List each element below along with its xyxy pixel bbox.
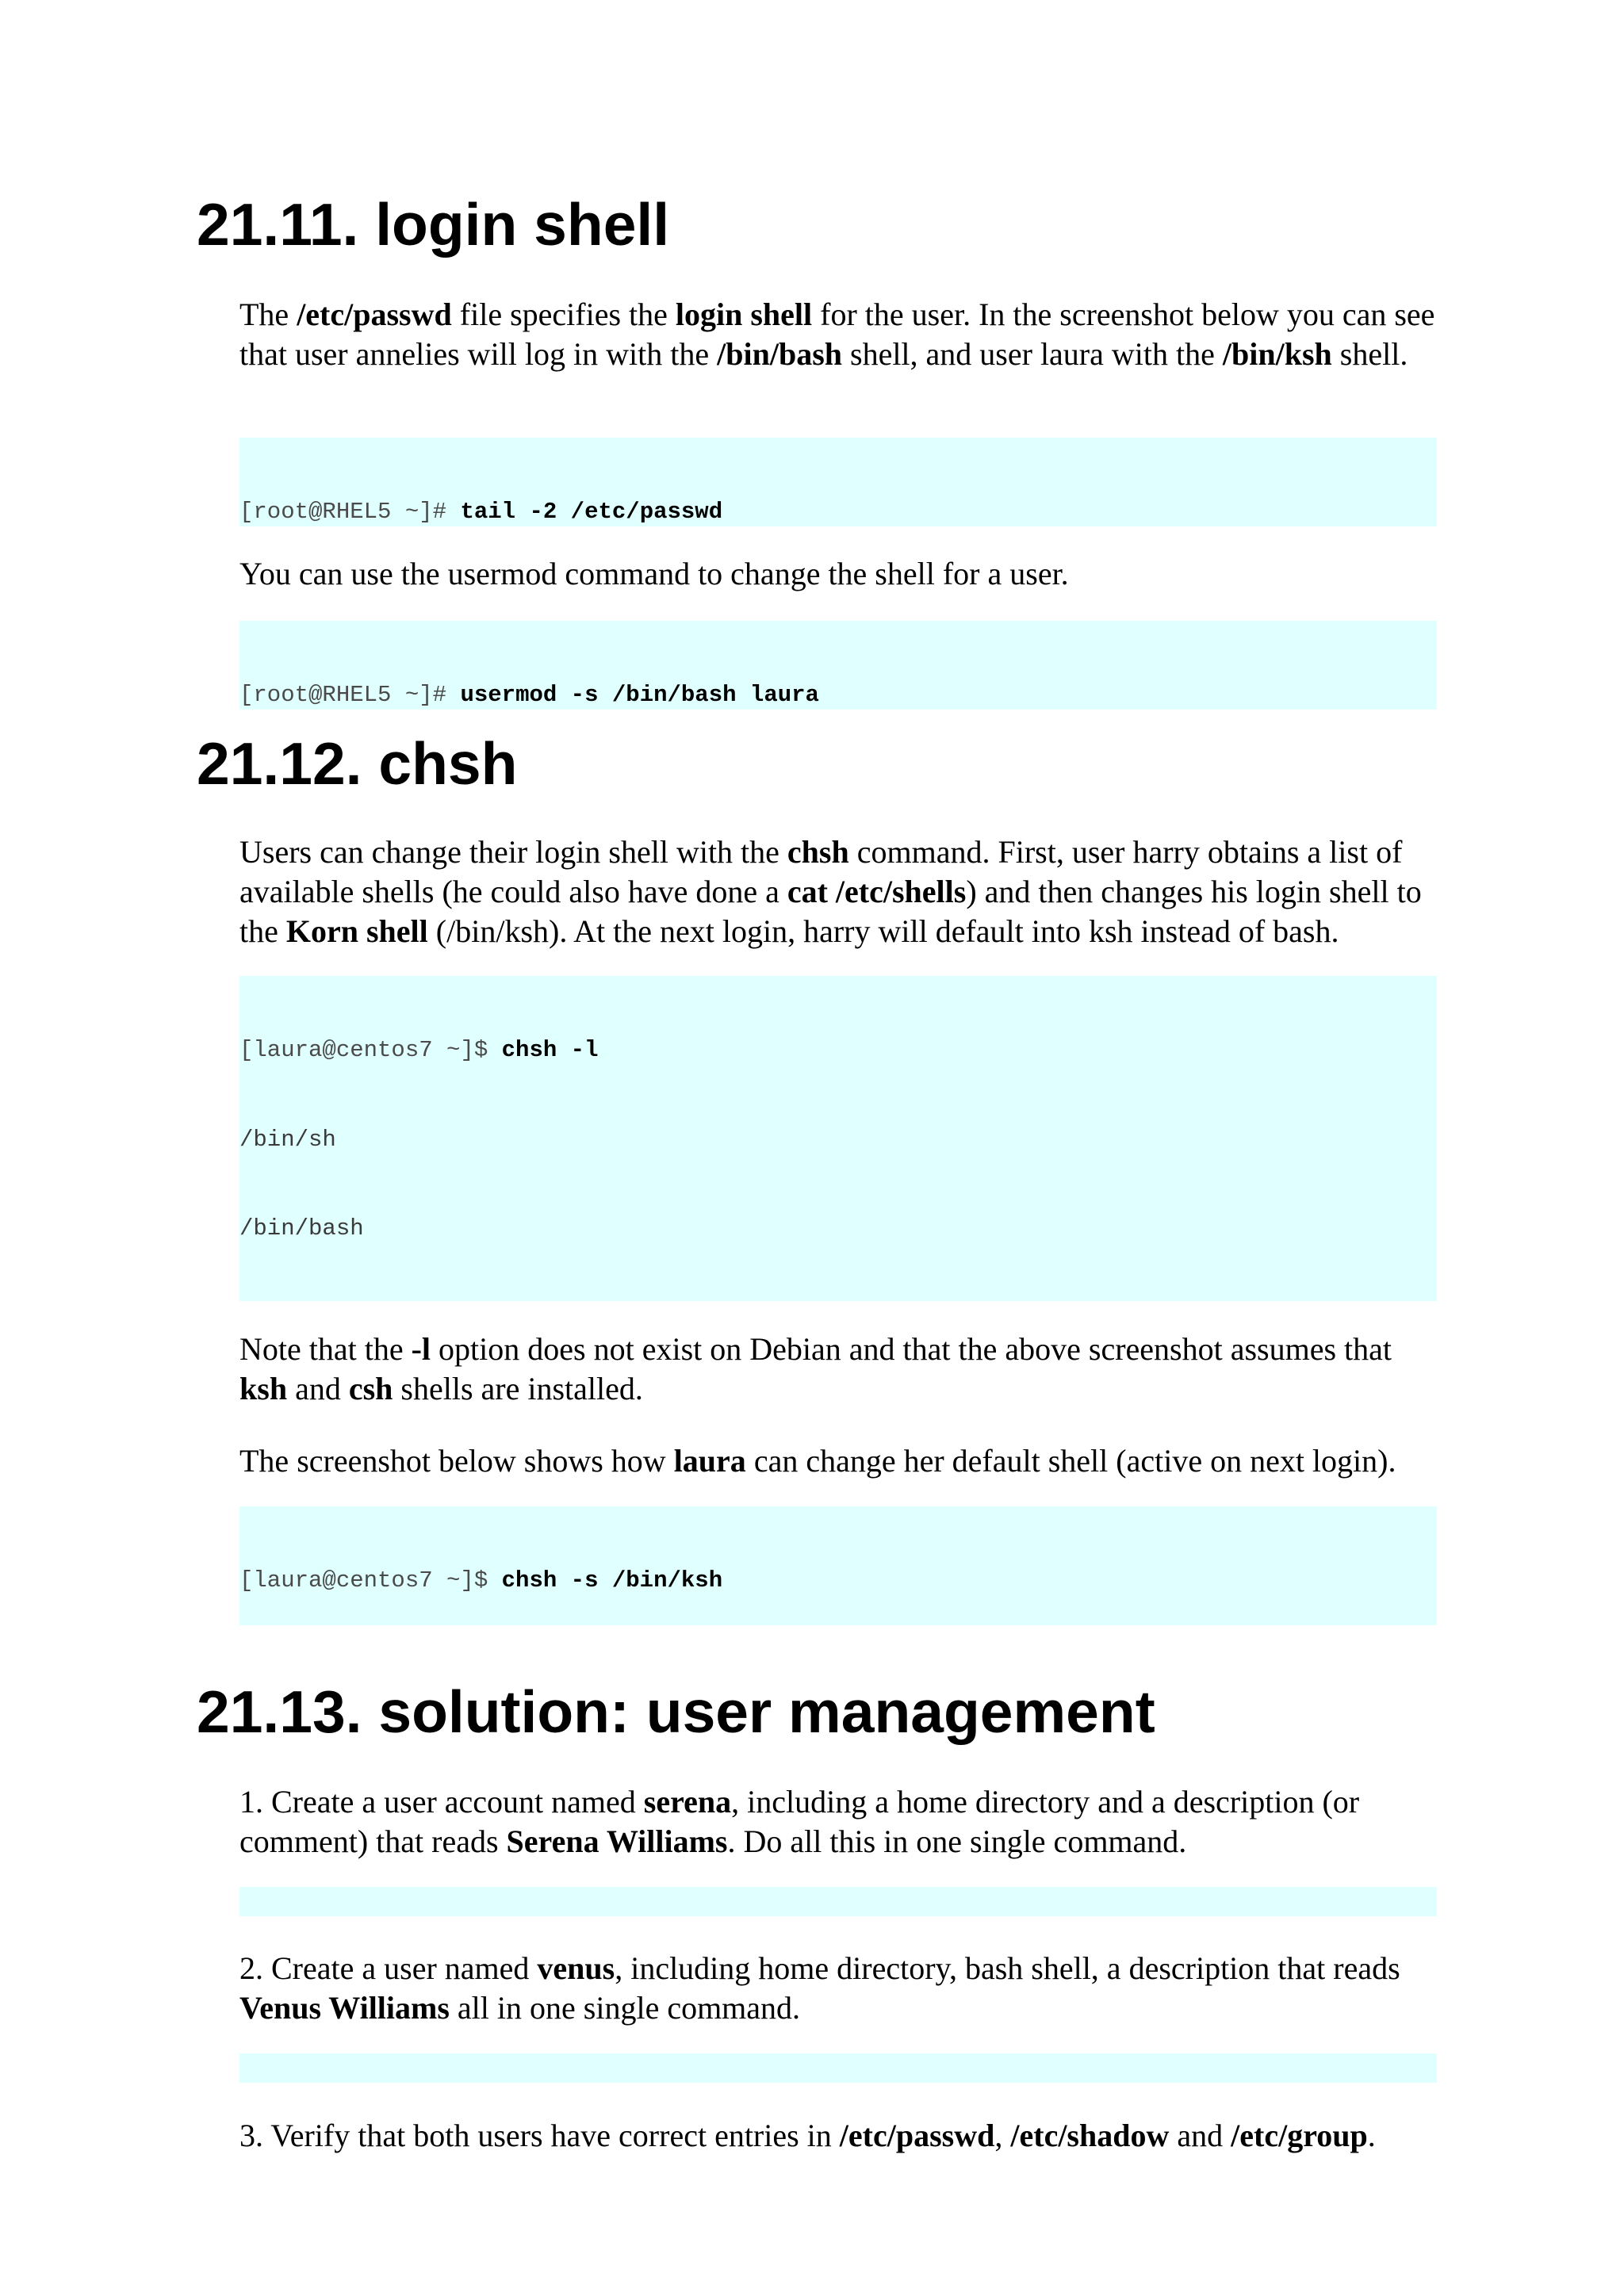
code-line: [laura@centos7 ~]$ chsh -l <box>239 1037 599 1063</box>
code-line: [root@RHEL5 ~]# tail -2 /etc/passwd <box>239 499 723 525</box>
exercise-item-3: 3. Verify that both users have correct entries in /etc/passwd, /etc/shadow and /etc/group. <box>239 2118 1376 2153</box>
paragraph-usermod: You can use the usermod command to change the shell for a user. <box>239 556 1069 591</box>
code-block-usermod <box>239 621 1437 710</box>
section-heading-chsh: 21.12. chsh <box>197 730 518 797</box>
code-block-tail-passwd <box>239 438 1437 526</box>
code-line: /bin/bash <box>239 1215 364 1242</box>
exercise-item-1: 1. Create a user account named serena, including a home directory and a description (or comment) that reads Serena Williams. Do all this in one single command. <box>239 1784 1360 1859</box>
code-block-useradd-serena <box>239 1887 1437 1916</box>
code-block-chsh-list <box>239 976 1437 1301</box>
code-line: [laura@centos7 ~]$ chsh -s /bin/ksh <box>239 1567 723 1594</box>
paragraph-laura-change: The screenshot below shows how laura can change her default shell (active on next login). <box>239 1443 1396 1479</box>
section-heading-solution: 21.13. solution: user management <box>197 1678 1155 1745</box>
code-block-chsh-set <box>239 1506 1437 1625</box>
paragraph-chsh-intro: Users can change their login shell with the chsh command. First, user harry obtains a list of available shells (he could also have done a cat /etc/shells) and then changes his login shell to the Korn shell (/bin/ksh). At the next login, harry will default into ksh instead of bash. <box>239 834 1422 949</box>
code-block-useradd-venus <box>239 2053 1437 2083</box>
section-heading-login-shell: 21.11. login shell <box>197 191 670 258</box>
code-line: [root@RHEL5 ~]# usermod -s /bin/bash laura <box>239 682 819 708</box>
paragraph-login-shell-intro: The /etc/passwd file specifies the login shell for the user. In the screenshot below you can see that user annelies will log in with the /bin/bash shell, and user laura with the /bin/ksh shell. <box>239 297 1435 372</box>
paragraph-debian-note: Note that the -l option does not exist on Debian and that the above screenshot assumes that ksh and csh shells are installed. <box>239 1331 1392 1406</box>
exercise-item-2: 2. Create a user named venus, including home directory, bash shell, a description that reads Venus Williams all in one single command. <box>239 1950 1400 2026</box>
code-line: /bin/sh <box>239 1126 336 1153</box>
